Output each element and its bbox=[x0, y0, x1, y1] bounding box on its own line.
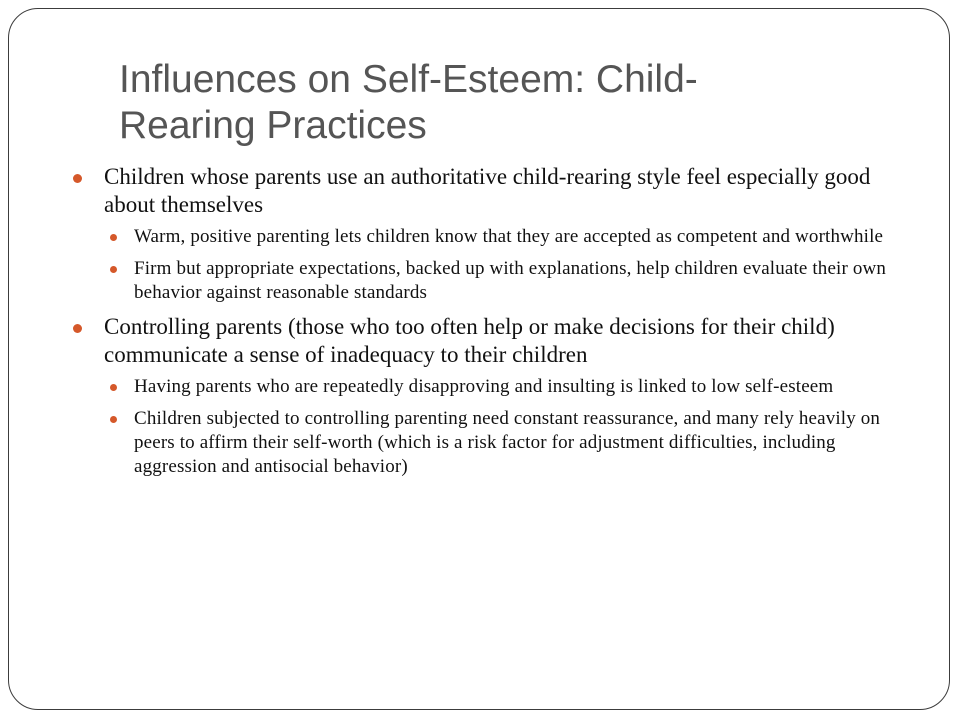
sub-bullet-item bbox=[104, 257, 913, 305]
slide-title: Influences on Self-Esteem: Child-Rearing Practices bbox=[119, 58, 698, 147]
sub-bullet-dot-icon bbox=[110, 384, 117, 391]
sub-bullet-text: Children subjected to controlling parenting need constant reassurance, and many rely heavily on peers to affirm their self-worth (which is a risk factor for adjustment difficulties, including aggression and antisocial behavior) bbox=[134, 408, 881, 477]
bullet-text: Controlling parents (those who too often help or make decisions for their child) communicate a sense of inadequacy to their children bbox=[104, 314, 835, 367]
sub-bullet-text: Firm but appropriate expectations, backed up with explanations, help children evaluate their own behavior against reasonable standards bbox=[134, 258, 887, 303]
slide-frame bbox=[8, 8, 950, 710]
sub-bullet-dot-icon bbox=[110, 234, 117, 241]
bullet-list bbox=[73, 163, 913, 487]
bullet-dot-icon bbox=[73, 174, 82, 183]
sub-bullet-list bbox=[104, 225, 913, 305]
sub-bullet-list bbox=[104, 375, 913, 479]
sub-bullet-item bbox=[104, 375, 913, 399]
sub-bullet-text: Warm, positive parenting lets children know that they are accepted as competent and worthwhile bbox=[134, 226, 884, 247]
sub-bullet-item bbox=[104, 407, 913, 479]
sub-bullet-text: Having parents who are repeatedly disapproving and insulting is linked to low self-esteem bbox=[134, 376, 834, 397]
bullet-dot-icon bbox=[73, 324, 82, 333]
sub-bullet-dot-icon bbox=[110, 416, 117, 423]
sub-bullet-dot-icon bbox=[110, 266, 117, 273]
bullet-text: Children whose parents use an authoritative child-rearing style feel especially good about themselves bbox=[104, 164, 871, 217]
bullet-item bbox=[73, 163, 913, 305]
sub-bullet-item bbox=[104, 225, 913, 249]
bullet-item bbox=[73, 313, 913, 479]
